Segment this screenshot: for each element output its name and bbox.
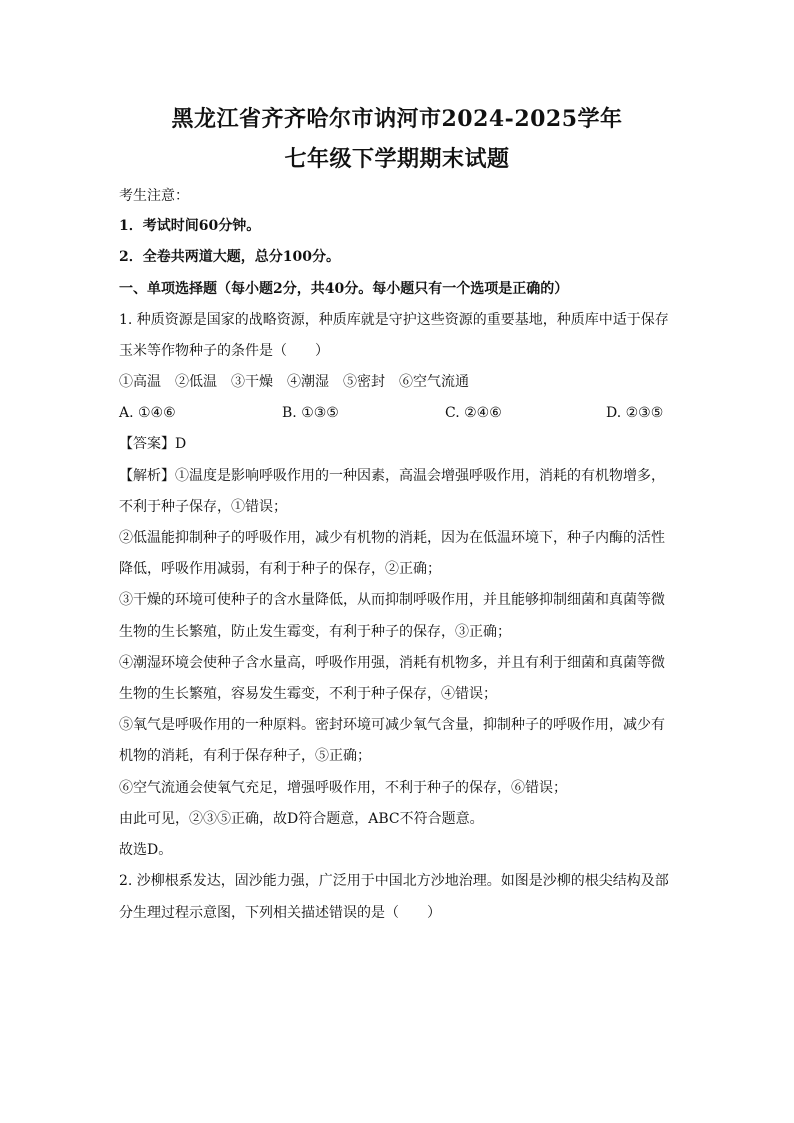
analysis-line: ②低温能抑制种子的呼吸作用，减少有机物的消耗，因为在低温环境下，种子内酶的活性: [119, 530, 665, 546]
option-b: B. ①③⑤: [282, 405, 339, 421]
analysis-line: ③干燥的环境可使种子的含水量降低，从而抑制呼吸作用，并且能够抑制细菌和真菌等微: [119, 592, 665, 608]
option-c: C. ②④⑥: [445, 405, 502, 421]
question-1-answer: 【答案】D: [119, 436, 187, 452]
analysis-line: 【解析】①温度是影响呼吸作用的一种因素，高温会增强呼吸作用，消耗的有机物增多，: [119, 468, 665, 484]
question-2-stem-line-1: 2. 沙柳根系发达，固沙能力强，广泛用于中国北方沙地治理。如图是沙柳的根尖结构及部: [119, 873, 669, 889]
notice-heading: 考生注意：: [119, 188, 189, 204]
page-title: 黑龙江省齐齐哈尔市讷河市2024-2025学年: [171, 106, 623, 132]
analysis-line: ⑥空气流通会使氧气充足，增强呼吸作用，不利于种子的保存，⑥错误；: [119, 780, 567, 796]
option-a: A. ①④⑥: [119, 405, 176, 421]
analysis-line: 机物的消耗，有利于保存种子，⑤正确；: [119, 748, 371, 764]
question-1-options: [119, 403, 679, 423]
analysis-line: ⑤氧气是呼吸作用的一种原料。密封环境可减少氧气含量，抑制种子的呼吸作用，减少有: [119, 717, 665, 733]
analysis-line: 降低，呼吸作用减弱，有利于种子的保存，②正确；: [119, 561, 441, 577]
analysis-line: 生物的生长繁殖，容易发生霉变，不利于种子保存，④错误；: [119, 686, 497, 702]
question-1-stem-line-2: 玉米等作物种子的条件是（ ）: [119, 343, 329, 359]
question-1-conditions: ①高温 ②低温 ③干燥 ④潮湿 ⑤密封 ⑥空气流通: [119, 374, 469, 390]
option-d: D. ②③⑤: [606, 405, 664, 421]
question-2-stem-line-2: 分生理过程示意图，下列相关描述错误的是（ ）: [119, 905, 441, 921]
analysis-line: ④潮湿环境会使种子含水量高，呼吸作用强，消耗有机物多，并且有利于细菌和真菌等微: [119, 655, 665, 671]
analysis-conclusion: 故选D。: [119, 842, 173, 858]
analysis-line: 由此可见，②③⑤正确，故D符合题意，ABC不符合题意。: [119, 811, 484, 827]
analysis-line: 不利于种子保存，①错误；: [119, 499, 287, 515]
notice-item-2: 2．全卷共两道大题，总分100分。: [119, 249, 340, 265]
section-heading: 一、单项选择题（每小题2分，共40分。每小题只有一个选项是正确的）: [119, 281, 569, 297]
notice-item-1: 1．考试时间60分钟。: [119, 218, 261, 234]
page-subtitle: 七年级下学期期末试题: [284, 146, 510, 172]
question-1-stem-line-1: 1. 种质资源是国家的战略资源，种质库就是守护这些资源的重要基地，种质库中适于保存: [119, 312, 669, 328]
analysis-line: 生物的生长繁殖，防止发生霉变，有利于种子的保存，③正确；: [119, 624, 511, 640]
